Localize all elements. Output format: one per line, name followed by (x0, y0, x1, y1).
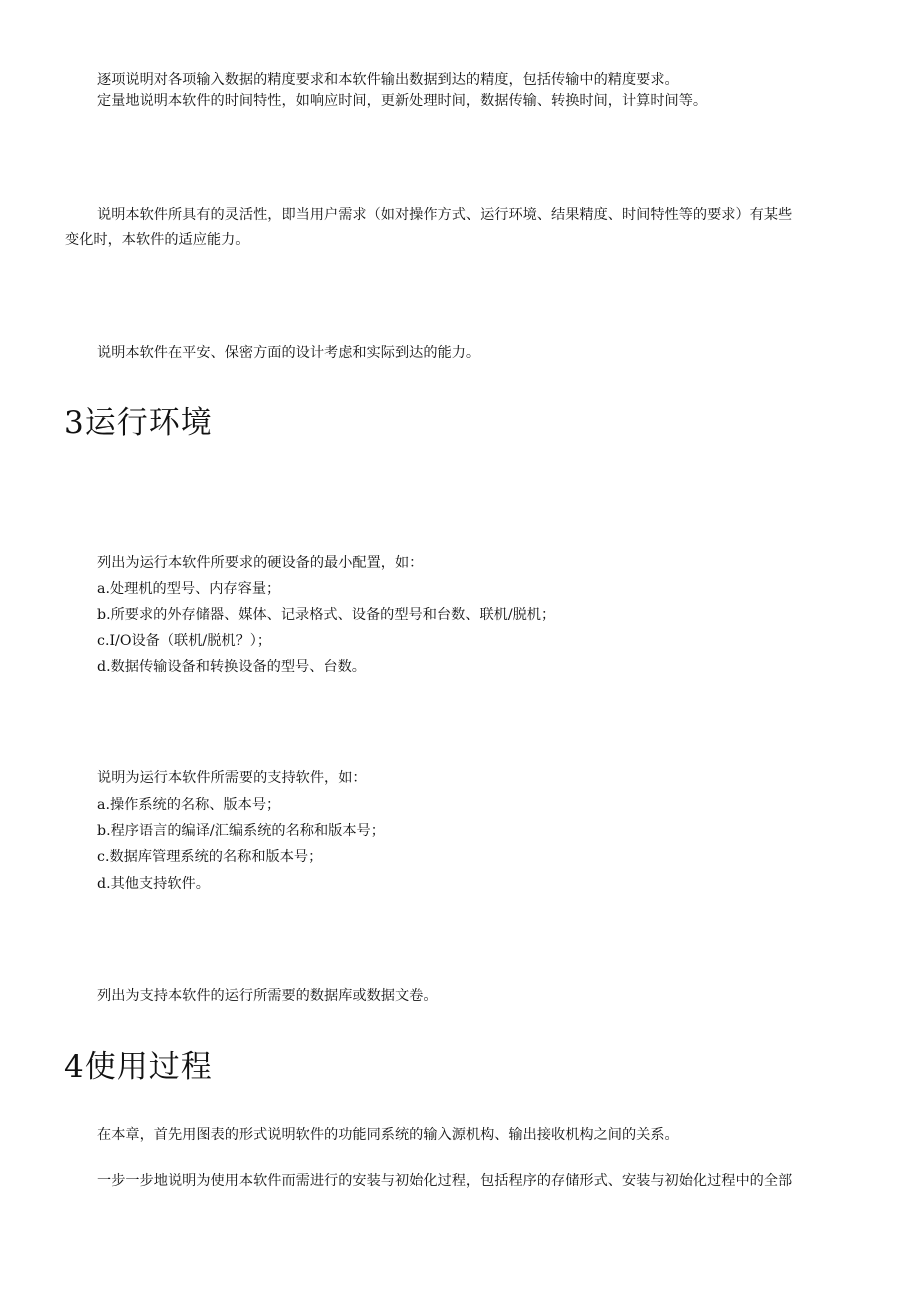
software-intro: 说明为运行本软件所需要的支持软件，如： (97, 770, 367, 786)
usage-paragraph-2: 一步一步地说明为使用本软件而需进行的安装与初始化过程，包括程序的存储形式、安装与初始化过程中的全部 (97, 1173, 793, 1189)
hardware-item-d: d.数据传输设备和转换设备的型号、台数。 (97, 659, 366, 675)
precision-text-2: 定量地说明本软件的时间特性，如响应时间，更新处理时间，数据传输、转换时间，计算时间等。 (97, 93, 708, 109)
flexibility-text-2: 变化时，本软件的适应能力。 (65, 232, 250, 248)
usage-paragraph-1: 在本章，首先用图表的形式说明软件的功能同系统的输入源机构、输出接收机构之间的关系。 (97, 1127, 679, 1143)
security-text: 说明本软件在平安、保密方面的设计考虑和实际到达的能力。 (97, 345, 481, 361)
software-item-b: b.程序语言的编译/汇编系统的名称和版本号； (97, 823, 385, 839)
section-4-heading: 4使用过程 (64, 1049, 213, 1085)
software-item-a: a.操作系统的名称、版本号； (97, 797, 281, 813)
section-3-heading: 3运行环境 (64, 405, 213, 441)
hardware-item-a: a.处理机的型号、内存容量； (97, 581, 281, 597)
database-text: 列出为支持本软件的运行所需要的数据库或数据文卷。 (97, 988, 438, 1004)
flexibility-text-1: 说明本软件所具有的灵活性，即当用户需求（如对操作方式、运行环境、结果精度、时间特性等的要求）有某些 (97, 207, 793, 223)
software-item-c: c.数据库管理系统的名称和版本号； (97, 849, 323, 865)
hardware-item-b: b.所要求的外存储器、媒体、记录格式、设备的型号和台数、联机/脱机； (97, 607, 556, 623)
hardware-item-c: c.I/O设备（联机/脱机？）； (97, 633, 272, 649)
hardware-intro: 列出为运行本软件所要求的硬设备的最小配置，如： (97, 555, 424, 571)
precision-text-1: 逐项说明对各项输入数据的精度要求和本软件输出数据到达的精度，包括传输中的精度要求。 (97, 72, 679, 88)
software-item-d: d.其他支持软件。 (97, 876, 210, 892)
